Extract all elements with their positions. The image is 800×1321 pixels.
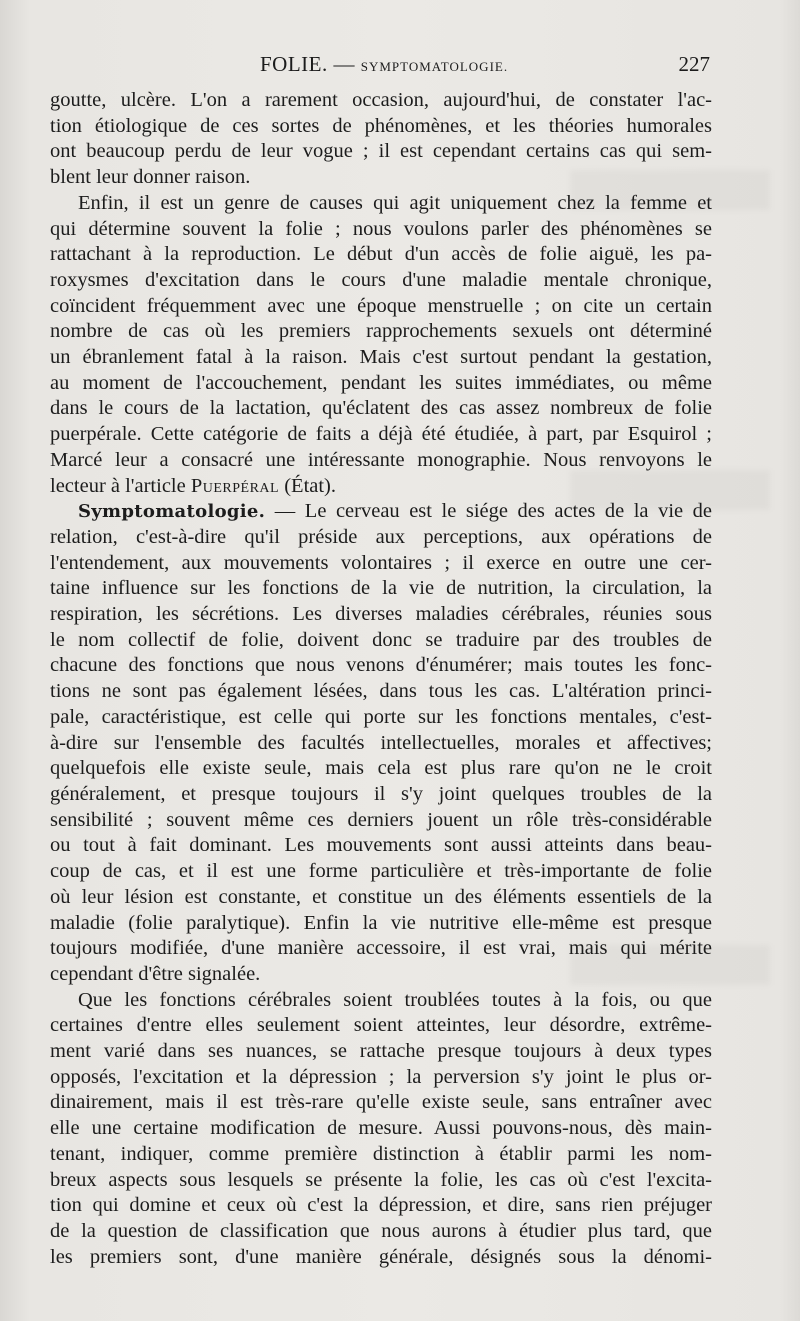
paragraph [50, 88, 712, 191]
text-line: roxysmes d'excitation dans le cours d'une maladie mentale chronique, [50, 268, 712, 291]
text-line: de la question de classification que nous aurons à étudier plus tard, que [50, 1219, 712, 1242]
text-line: Marcé leur a consacré une intéressante monographie. Nous renvoyons le [50, 448, 712, 471]
text-line: l'entendement, aux mouvements volontaires ; il exerce en outre une cer- [50, 551, 712, 574]
text-line: puerpérale. Cette catégorie de faits a déjà été étudiée, à part, par Esquirol ; [50, 423, 712, 446]
text-line: tenant, indiquer, comme première distinction à établir parmi les nom- [50, 1142, 712, 1165]
text-line: elle une certaine modification de mesure. Aussi pouvons-nous, dès main- [50, 1117, 712, 1140]
text-line: nombre de cas où les premiers rapprochements sexuels ont déterminé [50, 320, 712, 343]
text-line: pale, caractéristique, est celle qui porte sur les fonctions mentales, c'est- [50, 705, 712, 728]
text-line: dans le cours de la lactation, qu'éclatent des cas assez nombreux de folie [50, 397, 712, 420]
cross-reference: Puerpéral [190, 474, 280, 497]
text-run: (État). [279, 474, 337, 497]
text-line: rattachant à la reproduction. Le début d'un accès de folie aiguë, les pa- [50, 243, 712, 266]
text-line: tions ne sont pas également lésées, dans tous les cas. L'altération princi- [50, 680, 712, 703]
text-line: ont beaucoup perdu de leur vogue ; il est cependant certains cas qui sem- [50, 140, 712, 163]
text-line: goutte, ulcère. L'on a rarement occasion, aujourd'hui, de constater l'ac- [50, 89, 712, 111]
text-line: où leur lésion est constante, et constitue un des éléments essentiels de la [50, 885, 712, 908]
running-title [260, 52, 508, 77]
text-line: tion qui domine et ceux où c'est la dépression, et dire, sans rien préjuger [50, 1194, 712, 1217]
text-line: breux aspects sous lesquels se présente la folie, les cas où c'est l'excita- [50, 1168, 712, 1191]
text-line: cependant d'être signalée. [50, 962, 261, 985]
text-line: sensibilité ; souvent même ces derniers jouent un rôle très-considérable [50, 808, 712, 831]
text-line: taine influence sur les fonctions de la vie de nutrition, la circulation, la [50, 577, 712, 600]
text-line [50, 474, 712, 500]
paragraph [50, 499, 712, 987]
section-heading: Symptomatologie. [78, 501, 266, 523]
text-line: opposés, l'excitation et la dépression ; la perversion s'y joint le plus or- [50, 1065, 712, 1088]
text-line [50, 499, 712, 525]
text-run: lecteur à l'article [50, 474, 191, 497]
text-line: quelquefois elle existe seule, mais cela est plus rare qu'on ne le croit [50, 757, 712, 780]
text-line: chacune des fonctions que nous venons d'énumérer; mais toutes les fonc- [50, 654, 712, 677]
text-line: coup de cas, et il est une forme particulière et très-importante de folie [50, 860, 712, 883]
text-run: — Le cerveau est le siége des actes de la vie de [265, 500, 712, 523]
text-line: toujours modifiée, d'une manière accessoire, il est vrai, mais qui mérite [50, 937, 712, 960]
text-line: maladie (folie paralytique). Enfin la vie nutritive elle-même est presque [50, 911, 712, 934]
text-line: qui détermine souvent la folie ; nous voulons parler des phénomènes se [50, 217, 712, 240]
text-line: ou tout à fait dominant. Les mouvements sont aussi atteints dans beau- [50, 834, 712, 857]
text-line: certaines d'entre elles seulement soient atteintes, leur désordre, extrême- [50, 1014, 712, 1037]
running-header [52, 52, 712, 82]
body-text [50, 88, 712, 1270]
paragraph [50, 988, 712, 1271]
text-line: coïncident fréquemment avec une époque menstruelle ; on cite un certain [50, 294, 712, 317]
text-line: généralement, et presque toujours il s'y joint quelques troubles de la [50, 782, 712, 805]
text-line: Enfin, il est un genre de causes qui agit uniquement chez la femme et [78, 191, 712, 214]
text-line: au moment de l'accouchement, pendant les suites immédiates, ou même [50, 371, 712, 394]
text-line: Que les fonctions cérébrales soient troublées toutes à la fois, ou que [78, 988, 712, 1011]
text-line: à-dire sur l'ensemble des facultés intellectuelles, morales et affectives; [50, 731, 712, 754]
text-line: blent leur donner raison. [50, 166, 251, 189]
page-number: 227 [678, 52, 710, 76]
running-title-sub: SYMPTOMATOLOGIE. [360, 59, 509, 74]
paragraph [50, 191, 712, 499]
text-line: le nom collectif de folie, doivent donc se traduire par des troubles de [50, 628, 712, 651]
text-line: un ébranlement fatal à la raison. Mais c'est surtout pendant la gestation, [50, 346, 712, 369]
text-line: ment varié dans ses nuances, se rattache presque toujours à deux types [50, 1040, 712, 1063]
text-line: respiration, les sécrétions. Les diverses maladies cérébrales, réunies sous [50, 603, 712, 626]
text-line: les premiers sont, d'une manière générale, désignés sous la dénomi- [50, 1245, 712, 1268]
text-line: relation, c'est-à-dire qu'il préside aux perceptions, aux opérations de [50, 525, 712, 548]
running-title-main: FOLIE. — [260, 52, 355, 76]
text-line: tion étiologique de ces sortes de phénomènes, et les théories humorales [50, 114, 712, 137]
text-line: dinairement, mais il est très-rare qu'elle existe seule, sans entraîner avec [50, 1091, 712, 1114]
